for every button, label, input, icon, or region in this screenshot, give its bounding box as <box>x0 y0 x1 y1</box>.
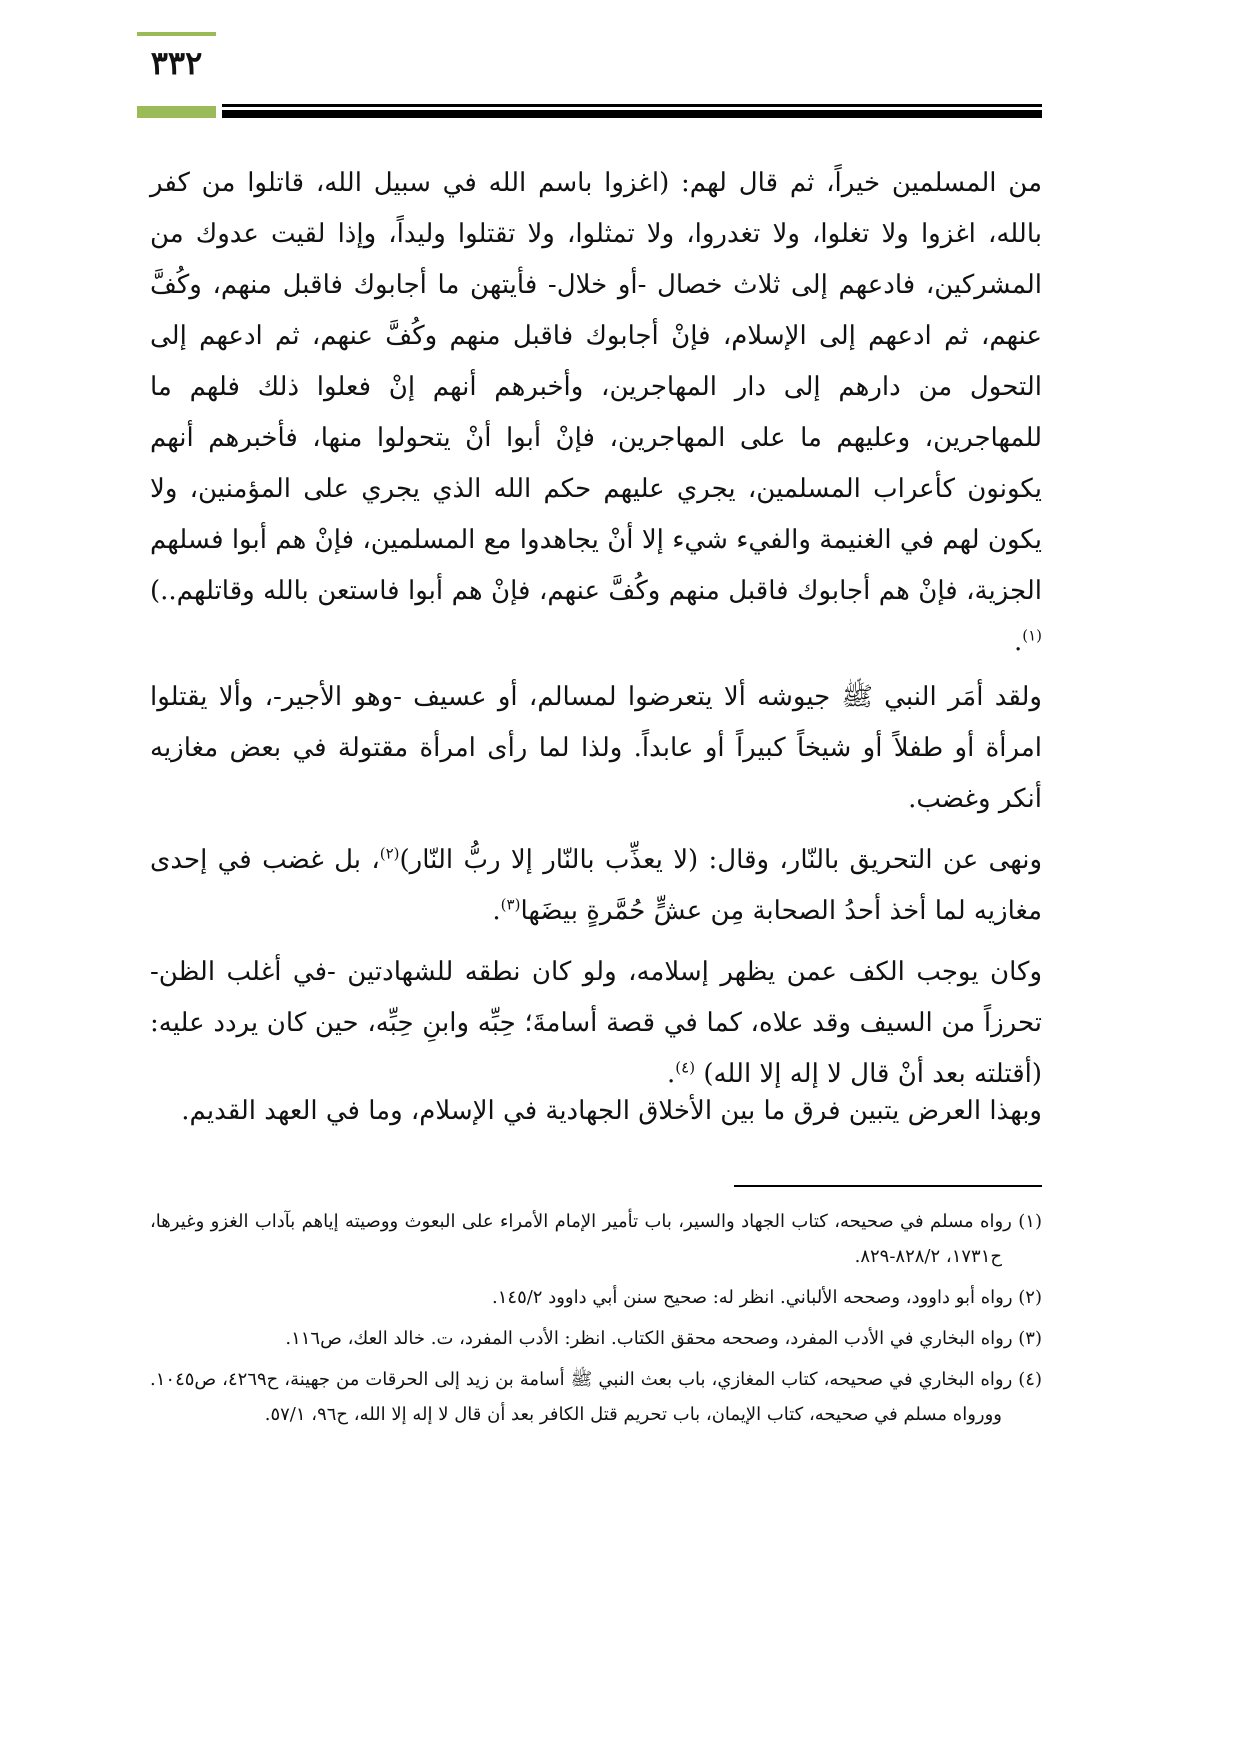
page-number: ٣٣٢ <box>150 44 203 82</box>
paragraph: ونهى عن التحريق بالنّار، وقال: (لا يعذِّب بالنّار إلا ربُّ النّار)$^{(٢)}$، بل غضب في إحدى مغازيه لما أخذ أحدُ الصحابة مِن عشٍّ حُمَّرةٍ بيضَها$^{(٣)}$. <box>150 844 1042 926</box>
footnotes <box>150 1204 1042 1438</box>
header-rule-thin <box>222 104 1042 107</box>
paragraph: ولقد أمَر النبي ﷺ جيوشه ألا يتعرضوا لمسالم، أو عسيف -وهو الأجير-، وألا يقتلوا امرأة أو طفلاً أو شيخاً كبيراً أو عابداً. ولذا لما رأى امرأة مقتولة في بعض مغازيه أنكر وغضب. <box>150 682 1042 814</box>
footnote-separator <box>734 1185 1042 1187</box>
footnote-ref[interactable]: (٣) <box>500 895 521 914</box>
footnote-ref[interactable]: (٢) <box>379 844 400 863</box>
header-rule-thick <box>222 110 1042 118</box>
footnote-ref[interactable]: (١) <box>1022 626 1042 645</box>
footnote: (٤) رواه البخاري في صحيحه، كتاب المغازي، باب بعث النبي ﷺ أسامة بن زيد إلى الحرقات من جهينة، ح٤٢٦٩، ص١٠٤٥. وورواه مسلم في صحيحه، كتاب الإيمان، باب تحريم قتل الكافر بعد أن قال لا إله إلا الله، ح٩٦، ٥٧/١. <box>150 1369 1042 1425</box>
footnote: (٣) رواه البخاري في الأدب المفرد، وصححه محقق الكتاب. انظر: الأدب المفرد، ت. خالد العك، ص١١٦. <box>285 1328 1042 1349</box>
paragraph: من المسلمين خيراً، ثم قال لهم: (اغزوا باسم الله في سبيل الله، قاتلوا من كفر بالله، اغزوا ولا تغلوا، ولا تغدروا، ولا تمثلوا، ولا تقتلوا وليداً، وإذا لقيت عدوك من المشركين، فادعهم إلى ثلاث خصال -أو خلال- فأيتهن ما أجابوك فاقبل منهم، وكُفَّ عنهم، ثم ادعهم إلى الإسلام، فإنْ أجابوك فاقبل منهم وكُفَّ عنهم، ثم ادعهم إلى التحول من دارهم إلى دار المهاجرين، وأخبرهم أنهم إنْ فعلوا ذلك فلهم ما للمهاجرين، وعليهم ما على المهاجرين، فإنْ أبوا أنْ يتحولوا منها، فأخبرهم أنهم يكونون كأعراب المسلمين، يجري عليهم حكم الله الذي يجري على المؤمنين، ولا يكون لهم في الغنيمة والفيء شيء إلا أنْ يجاهدوا مع المسلمين، فإنْ هم أبوا فسلهم الجزية، فإنْ هم أجابوك فاقبل منهم وكُفَّ عنهم، فإنْ هم أبوا فاستعن بالله وقاتلهم..)$^{(١)}$. <box>150 168 1042 657</box>
footnote: (٢) رواه أبو داوود، وصححه الألباني. انظر له: صحيح سنن أبي داوود ١٤٥/٢. <box>492 1287 1042 1308</box>
paragraph: وبهذا العرض يتبين فرق ما بين الأخلاق الجهادية في الإسلام، وما في العهد القديم. <box>181 1096 1042 1126</box>
header-accent-bar <box>137 106 216 118</box>
footnote-ref[interactable]: (٤) <box>675 1058 696 1077</box>
footnote: (١) رواه مسلم في صحيحه، كتاب الجهاد والسير، باب تأمير الإمام الأمراء على البعوث ووصيته إياهم بآداب الغزو وغيرها، ح١٧٣١، ٨٢٨/٢-٨٢٩. <box>150 1211 1042 1267</box>
paragraph: وكان يوجب الكف عمن يظهر إسلامه، ولو كان نطقه للشهادتين -في أغلب الظن- تحرزاً من السيف وقد علاه، كما في قصة أسامةَ؛ حِبِّه وابنِ حِبِّه، حين كان يردد عليه: (أقتلته بعد أنْ قال لا إله إلا الله) $^{(٤)}$. <box>150 957 1042 1089</box>
header-accent-line <box>137 32 216 36</box>
